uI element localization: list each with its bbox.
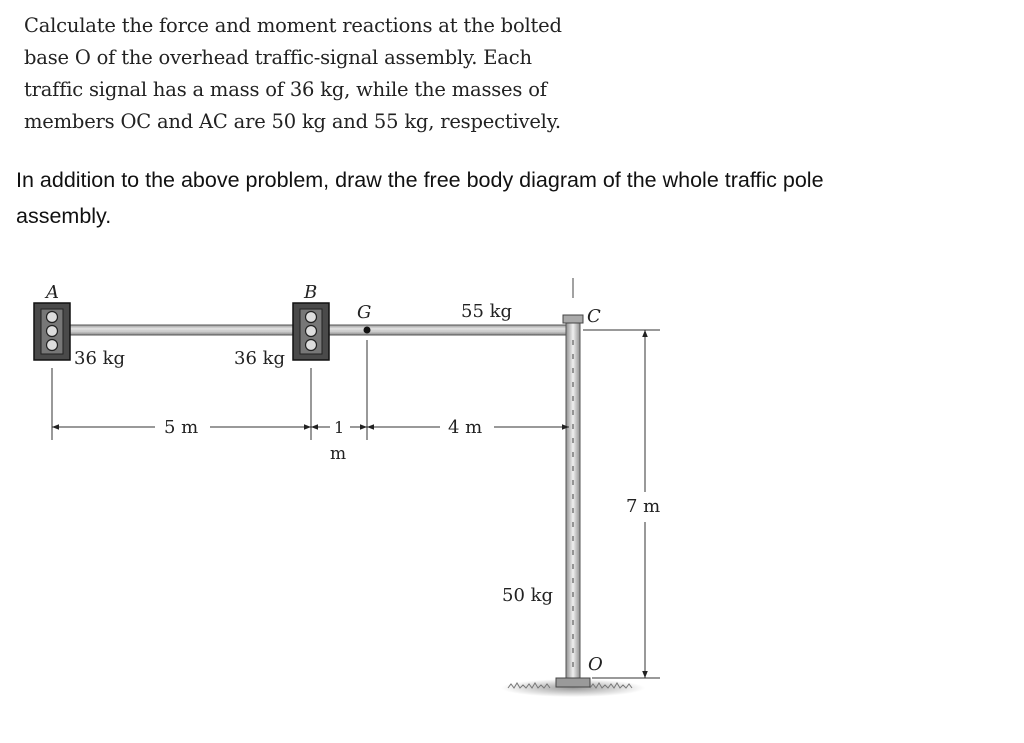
dimension-4m: 4 m xyxy=(448,417,483,438)
mass-signal-a: 36 kg xyxy=(74,348,126,369)
label-a: A xyxy=(46,282,59,303)
base-ground xyxy=(501,678,645,697)
vertical-pole xyxy=(563,278,583,680)
label-c: C xyxy=(587,306,601,327)
problem-line-4: members OC and AC are 50 kg and 55 kg, respectively. xyxy=(24,110,561,133)
label-o: O xyxy=(588,654,603,675)
instruction-line-1: In addition to the above problem, draw the free body diagram of the whole traffic pole xyxy=(16,168,824,192)
mass-pole: 50 kg xyxy=(502,585,554,606)
label-b: B xyxy=(304,282,318,303)
dimension-1m-number: 1 xyxy=(334,418,345,437)
mass-signal-b: 36 kg xyxy=(234,348,286,369)
problem-line-2: base O of the overhead traffic-signal assembly. Each xyxy=(24,46,532,69)
mass-arm: 55 kg xyxy=(461,301,513,322)
center-of-mass-dot xyxy=(364,327,371,334)
traffic-signal-a xyxy=(34,303,70,360)
instruction-line-2: assembly. xyxy=(16,204,112,228)
dimension-5m: 5 m xyxy=(164,417,199,438)
dimension-7m: 7 m xyxy=(626,496,661,517)
problem-line-3: traffic signal has a mass of 36 kg, while the masses of xyxy=(24,78,547,101)
traffic-signal-b xyxy=(293,303,329,360)
problem-line-1: Calculate the force and moment reactions at the bolted xyxy=(24,14,562,37)
label-g: G xyxy=(357,302,372,323)
dimension-1m-unit: m xyxy=(330,444,347,464)
dimension-lines xyxy=(52,330,645,678)
